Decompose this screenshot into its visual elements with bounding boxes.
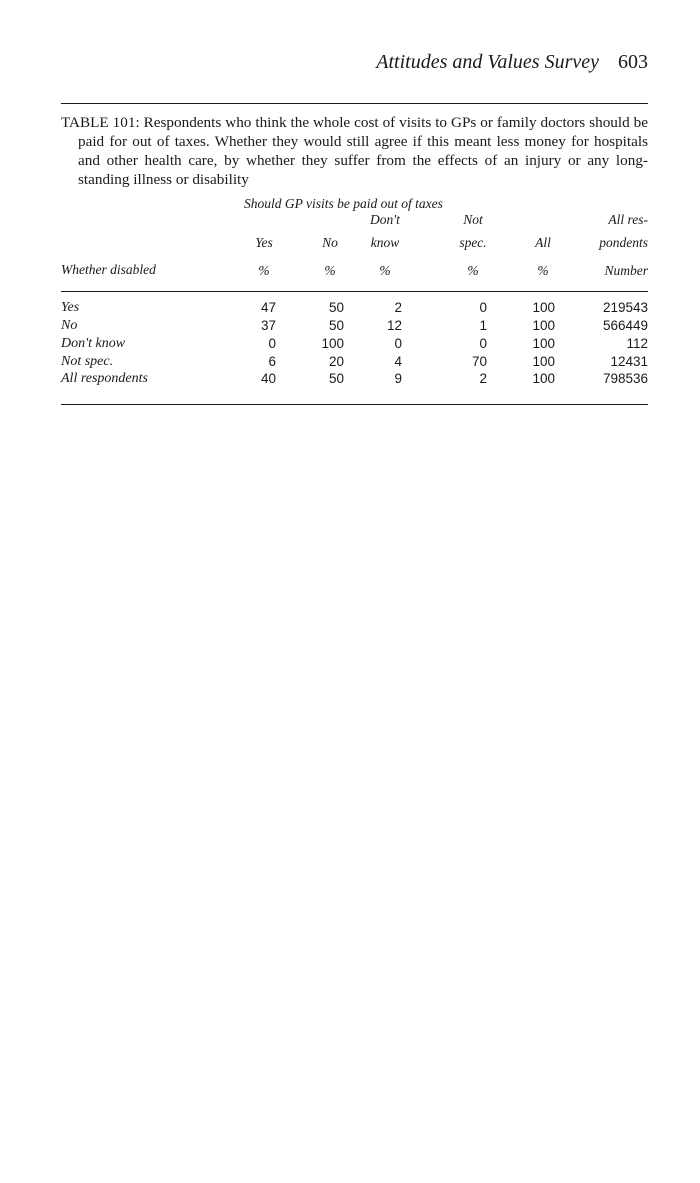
column-unit: % [467,263,479,278]
column-unit: % [537,263,549,278]
row-label: Not spec. [61,354,114,369]
table-row [61,370,648,387]
column-header: No [322,235,338,250]
table-cell: 100 [532,318,555,333]
table-cell: 47 [260,300,276,315]
table-cell: 9 [394,371,402,386]
table-cell: 2 [479,371,487,386]
table-cell: 798536 [602,371,648,386]
table-caption [61,113,648,189]
row-label: All respondents [61,371,148,386]
stub-heading: Whether disabled [61,262,156,277]
column-header: know [370,235,400,250]
table-top-rule [61,103,648,104]
column-header-line1: Not [463,212,483,227]
table-cell: 566449 [602,318,648,333]
column-header: pondents [599,235,648,250]
table-cell: 219543 [602,300,648,315]
column-unit: % [258,263,270,278]
table-cell: 40 [260,371,276,386]
table-cell: 70 [471,354,487,369]
running-head [376,50,648,74]
table-caption-text: TABLE 101: Respondents who think the whole cost of visits to GPs or family doctors should be paid for out of taxes. Whether they would still agree if this meant less money for hospitals and other health care, by whether they suffer from the effects of an injury or any long-standing illness or disability [61,114,648,188]
column-header: Yes [255,235,273,250]
table-row [61,353,648,370]
table-row [61,335,648,352]
table-cell: 4 [394,354,402,369]
table-cell: 1 [479,318,487,333]
table-cell: 100 [321,336,344,351]
table-cell: 12 [386,318,402,333]
table-cell: 50 [328,371,344,386]
spanner-heading: Should GP visits be paid out of taxes [244,196,443,211]
row-label: Don't know [61,336,126,351]
table-cell: 0 [268,336,276,351]
header-bottom-rule [61,291,648,292]
table-cell: 6 [268,354,276,369]
running-head-title: Attitudes and Values Survey [376,51,599,73]
column-header-line1: Don't [370,212,400,227]
table-cell: 112 [626,336,648,351]
table-cell: 20 [328,354,344,369]
table-cell: 37 [260,318,276,333]
table-row [61,317,648,334]
column-header: All [535,235,551,250]
column-unit: % [324,263,336,278]
table-row [61,299,648,316]
table-cell: 50 [328,318,344,333]
row-label: No [61,318,78,333]
column-unit: % [379,263,391,278]
table-cell: 100 [532,354,555,369]
table-bottom-rule [61,404,648,405]
table-cell: 12431 [610,354,648,369]
table-cell: 50 [328,300,344,315]
column-header: spec. [459,235,487,250]
table-cell: 2 [394,300,402,315]
table-cell: 100 [532,371,555,386]
table-cell: 100 [532,300,555,315]
table-cell: 0 [479,336,487,351]
column-header-line1: All res- [608,212,648,227]
table-cell: 0 [394,336,402,351]
table-cell: 0 [479,300,487,315]
table-cell: 100 [532,336,555,351]
column-unit: Number [604,263,648,278]
page-number: 603 [618,51,648,73]
row-label: Yes [61,300,80,315]
